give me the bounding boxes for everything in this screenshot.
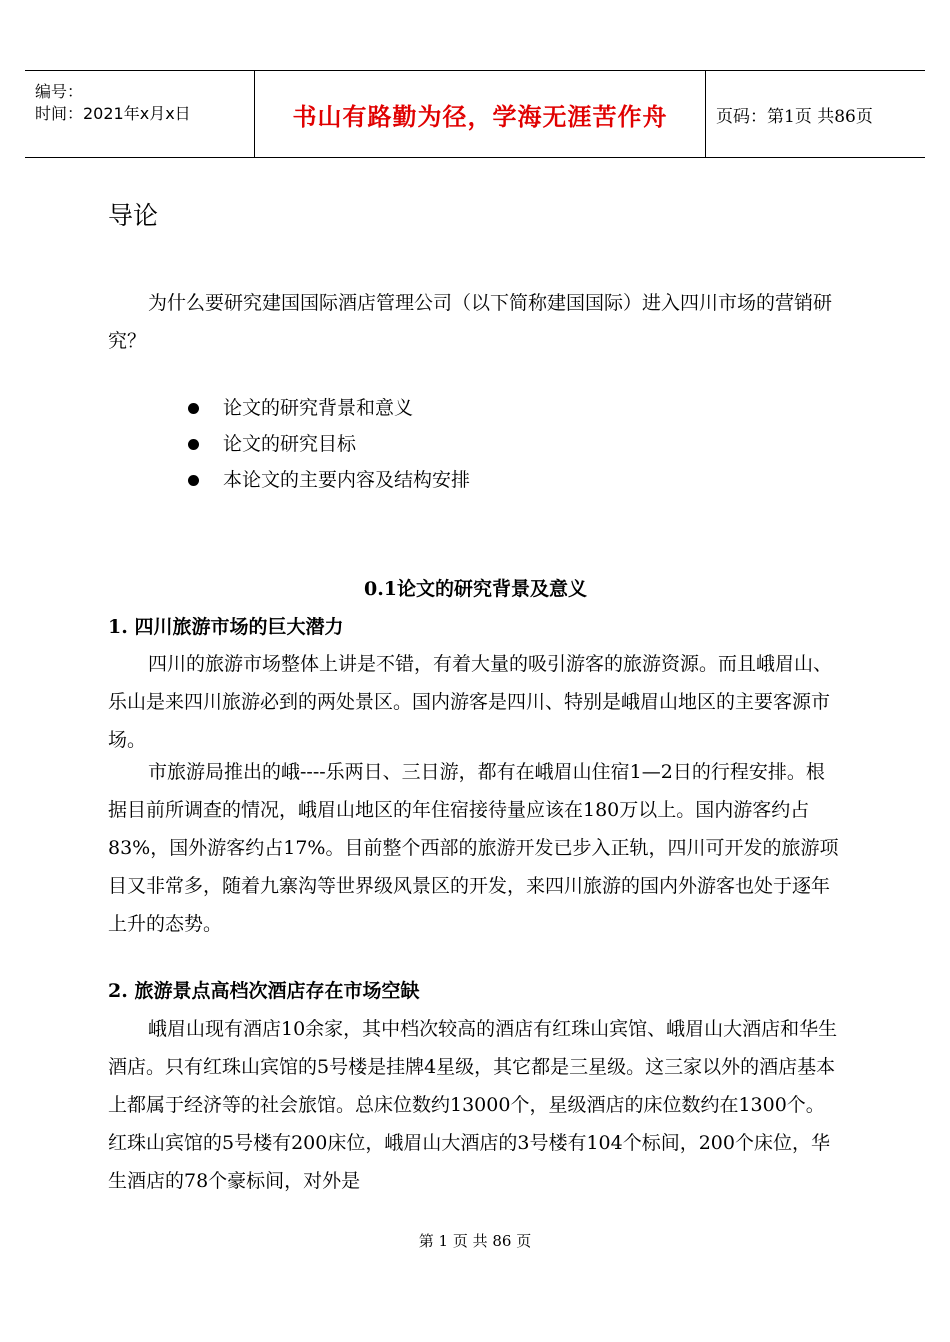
header-page-info: 页码：第1页 共86页 xyxy=(716,106,873,127)
list-item: 本论文的主要内容及结构安排 xyxy=(188,462,470,498)
subsection-heading-2: 2. 旅游景点高档次酒店存在市场空缺 xyxy=(108,980,420,1002)
paragraph: 市旅游局推出的峨----乐两日、三日游，都有在峨眉山住宿1—2日的行程安排。根据目前所调查的情况，峨眉山地区的年住宿接待量应该在180万以上。国内游客约占83%，国外游客约占17%。目前整个西部的旅游开发已步入正轨，四川可开发的旅游项目又非常多，随着九寨沟等世界级风景区的开发，来四川旅游的国内外游客也处于逐年上升的态势。 xyxy=(108,761,839,935)
bullet-list xyxy=(188,390,470,498)
page-title: 导论 xyxy=(108,201,159,230)
motto-text: 书山有路勤为径，学海无涯苦作舟 xyxy=(292,101,668,131)
subsection-heading-1: 1. 四川旅游市场的巨大潜力 xyxy=(108,616,344,638)
bullet-icon xyxy=(188,439,199,450)
bullet-icon xyxy=(188,475,199,486)
list-item: 论文的研究目标 xyxy=(188,426,470,462)
page-footer: 第 1 页 共 86 页 xyxy=(418,1232,532,1250)
header-meta xyxy=(25,71,254,157)
section-title: 0.1论文的研究背景及意义 xyxy=(363,578,588,600)
number-label: 编号： xyxy=(35,82,84,101)
page-header xyxy=(25,70,925,158)
bullet-icon xyxy=(188,403,199,414)
intro-paragraph: 为什么要研究建国国际酒店管理公司（以下简称建国国际）进入四川市场的营销研究？ xyxy=(108,292,833,352)
list-item: 论文的研究背景和意义 xyxy=(188,390,470,426)
header-motto-cell xyxy=(254,71,706,157)
paragraph: 峨眉山现有酒店10余家，其中档次较高的酒店有红珠山宾馆、峨眉山大酒店和华生酒店。只有红珠山宾馆的5号楼是挂牌4星级，其它都是三星级。这三家以外的酒店基本上都属于经济等的社会旅馆。总床位数约13000个，星级酒店的床位数约在1300个。红珠山宾馆的5号楼有200床位，峨眉山大酒店的3号楼有104个标间，200个床位，华生酒店的78个豪标间，对外是 xyxy=(108,1018,838,1192)
paragraph: 四川的旅游市场整体上讲是不错，有着大量的吸引游客的旅游资源。而且峨眉山、乐山是来四川旅游必到的两处景区。国内游客是四川、特别是峨眉山地区的主要客源市场。 xyxy=(108,653,833,751)
time-label: 时间：2021年x月x日 xyxy=(35,104,191,123)
